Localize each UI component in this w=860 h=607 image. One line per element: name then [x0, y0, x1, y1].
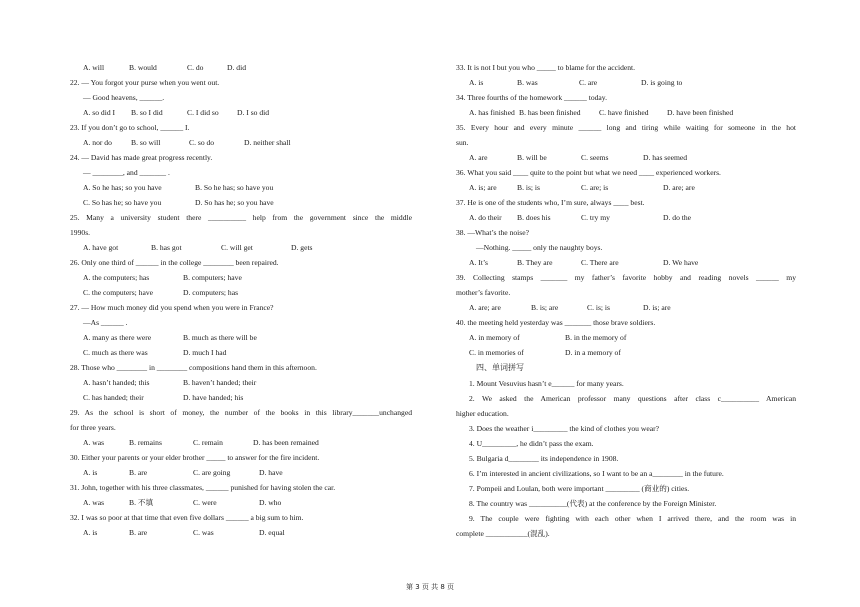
answer-option: B. computers; have: [183, 273, 242, 282]
question-text: 32. I was so poor at that time that even five dollars ______ a big sum to him.: [70, 513, 304, 522]
question-text: 37. He is one of the students who, I’m sure, always ____ best.: [456, 198, 645, 207]
answer-option: B. are: [129, 468, 148, 477]
answer-option: A. have got: [83, 243, 119, 252]
question-text: 31. John, together with his three classmates, ______ punished for having stolen the car.: [70, 483, 336, 492]
answer-option: C. remain: [193, 438, 223, 447]
answer-option: C. much as there was: [83, 348, 148, 357]
answer-option: A. is: [469, 78, 484, 87]
answer-option: C. will get: [221, 243, 253, 252]
answer-option: B. is; are: [531, 303, 559, 312]
question-text: 40. the meeting held yesterday was _______ those brave soldiers.: [456, 318, 656, 327]
answer-options: [70, 105, 412, 120]
answer-options: [70, 330, 412, 345]
answer-option: C. in memories of: [469, 348, 524, 357]
answer-option: D. who: [259, 498, 282, 507]
answer-option: B. much as there will be: [183, 333, 257, 342]
question-text: 26. Only one third of ______ in the college ________ been repaired.: [70, 258, 279, 267]
answer-option: D. has seemed: [643, 153, 688, 162]
answer-option: B. will be: [517, 153, 547, 162]
answer-option: C. have finished: [599, 108, 649, 117]
question-text: 2. We asked the American professor many questions after class c__________ American: [469, 394, 796, 403]
question-text: 8. The country was __________(代表) at the conference by the Foreign Minister.: [469, 499, 717, 508]
answer-option: B. so I did: [131, 108, 163, 117]
question-text: 34. Three fourths of the homework ______ today.: [456, 93, 607, 102]
answer-options: [456, 345, 796, 360]
answer-options: [70, 240, 412, 255]
answer-options: [70, 390, 412, 405]
answer-option: D. gets: [291, 243, 313, 252]
answer-option: B. haven’t handed; their: [183, 378, 257, 387]
question-text: 35. Every hour and every minute ______ long and tiring while waiting for someone in the hot: [456, 123, 796, 132]
answer-option: D. in a memory of: [565, 348, 621, 357]
answer-option: B. would: [129, 63, 157, 72]
question-text: 23. If you don’t go to school, ______ I.: [70, 123, 190, 132]
answer-option: D. do the: [663, 213, 692, 222]
answer-option: A. It’s: [469, 258, 488, 267]
answer-options: [456, 255, 796, 270]
question-text: —Nothing. _____ only the naughty boys.: [476, 243, 603, 252]
answer-option: B. has got: [151, 243, 182, 252]
question-text: — ________, and _______ .: [83, 168, 170, 177]
answer-option: C. was: [193, 528, 214, 537]
question-text: 24. — David has made great progress recently.: [70, 153, 213, 162]
answer-options: [70, 180, 412, 195]
right-column: [456, 60, 796, 541]
question-text: higher education.: [456, 409, 509, 418]
question-text: 30. Either your parents or your elder brother _____ to answer for the fire incident.: [70, 453, 320, 462]
answer-option: B. is; is: [517, 183, 541, 192]
answer-option: B. are: [129, 528, 148, 537]
answer-option: D. So has he; so you have: [195, 198, 274, 207]
answer-options: [70, 60, 412, 75]
answer-option: A. many as there were: [83, 333, 152, 342]
answer-option: D. have been finished: [667, 108, 734, 117]
answer-option: D. are; are: [663, 183, 695, 192]
question-text: 36. What you said ____ quite to the point but what we need ____ experienced workers.: [456, 168, 721, 177]
answer-option: A. the computers; has: [83, 273, 150, 282]
answer-option: C. has handed; their: [83, 393, 144, 402]
answer-options: [70, 195, 412, 210]
answer-option: C. were: [193, 498, 217, 507]
answer-option: B. remains: [129, 438, 162, 447]
question-text: —As ______ .: [83, 318, 128, 327]
answer-options: [70, 465, 412, 480]
answer-option: C. are: [579, 78, 598, 87]
answer-option: C. So has he; so have you: [83, 198, 162, 207]
answer-options: [456, 300, 796, 315]
answer-option: D. have handed; his: [183, 393, 244, 402]
answer-option: C. so do: [189, 138, 215, 147]
answer-option: B. does his: [517, 213, 551, 222]
answer-option: D. neither shall: [244, 138, 291, 147]
question-text: 29. As the school is short of money, the number of the books in this library_______unchanged: [70, 408, 412, 417]
answer-option: A. will: [83, 63, 105, 72]
question-text: 1. Mount Vesuvius hasn’t e______ for many years.: [469, 379, 624, 388]
answer-option: A. was: [83, 498, 105, 507]
answer-options: [70, 270, 412, 285]
answer-options: [70, 345, 412, 360]
question-text: 7. Pompeii and Loulan, both were important _________ (商业的) cities.: [469, 484, 690, 493]
answer-option: D. is; are: [643, 303, 671, 312]
answer-option: D. is going to: [641, 78, 683, 87]
question-text: 3. Does the weather i_________ the kind of clothes you wear?: [469, 424, 660, 433]
answer-option: B. So he has; so have you: [195, 183, 274, 192]
answer-options: [70, 525, 412, 540]
answer-option: B. has been finished: [519, 108, 581, 117]
answer-option: A. was: [83, 438, 105, 447]
answer-options: [70, 435, 412, 450]
answer-option: D. computers; has: [183, 288, 239, 297]
question-text: 38. —What’s the noise?: [456, 228, 529, 237]
question-text: — Good heavens, ______.: [83, 93, 165, 102]
question-text: sun.: [456, 138, 469, 147]
answer-option: A. So he has; so you have: [83, 183, 162, 192]
answer-option: B. was: [517, 78, 538, 87]
answer-option: A. are: [469, 153, 488, 162]
question-text: 22. — You forgot your purse when you went out.: [70, 78, 220, 87]
answer-option: D. equal: [259, 528, 285, 537]
answer-option: C. try my: [581, 213, 610, 222]
answer-option: A. is; are: [469, 183, 497, 192]
answer-option: A. are; are: [469, 303, 501, 312]
question-text: 27. — How much money did you spend when you were in France?: [70, 303, 274, 312]
answer-option: A. so did I: [83, 108, 116, 117]
answer-option: B. so will: [131, 138, 161, 147]
answer-options: [456, 105, 796, 120]
answer-option: A. is: [83, 468, 98, 477]
answer-option: A. is: [83, 528, 98, 537]
answer-options: [456, 75, 796, 90]
answer-option: C. is; is: [587, 303, 611, 312]
answer-option: C. the computers; have: [83, 288, 154, 297]
answer-option: C. are going: [193, 468, 231, 477]
section-heading: 四、单词拼写: [476, 363, 524, 372]
answer-options: [70, 135, 412, 150]
question-text: 39. Collecting stamps _______ my father’s favorite hobby and reading novels ______ my: [456, 273, 796, 282]
answer-option: C. I did so: [187, 108, 219, 117]
question-text: 9. The couple were fighting with each other when I arrived there, and the room was in: [469, 514, 796, 523]
question-text: 28. Those who ________ in ________ compositions hand them in this afternoon.: [70, 363, 317, 372]
answer-option: D. did: [227, 63, 246, 72]
question-text: 25. Many a university student there __________ help from the government since the middle: [70, 213, 412, 222]
answer-option: D. We have: [663, 258, 699, 267]
answer-option: A. do their: [469, 213, 502, 222]
left-column: [70, 60, 412, 540]
answer-option: A. hasn’t handed; this: [83, 378, 150, 387]
answer-options: [456, 180, 796, 195]
answer-option: A. has finished: [469, 108, 515, 117]
question-text: 33. It is not I but you who _____ to blame for the accident.: [456, 63, 636, 72]
answer-options: [70, 285, 412, 300]
answer-options: [456, 210, 796, 225]
answer-option: C. are; is: [581, 183, 609, 192]
question-text: for three years.: [70, 423, 116, 432]
question-text: 6. I’m interested in ancient civilizations, so I want to be an a________ in the future.: [469, 469, 724, 478]
answer-options: [70, 495, 412, 510]
answer-option: D. I so did: [237, 108, 270, 117]
answer-option: B. in the memory of: [565, 333, 627, 342]
question-text: 5. Bulgaria d________ its independence in 1908.: [469, 454, 619, 463]
answer-options: [456, 150, 796, 165]
answer-option: D. much I had: [183, 348, 227, 357]
answer-options: [456, 330, 796, 345]
question-text: 4. U_________, he didn’t pass the exam.: [469, 439, 594, 448]
answer-option: C. seems: [581, 153, 609, 162]
answer-option: A. in memory of: [469, 333, 520, 342]
answer-option: C. do: [187, 63, 204, 72]
answer-option: A. nor do: [83, 138, 112, 147]
question-text: 1990s.: [70, 228, 91, 237]
answer-option: C. There are: [581, 258, 619, 267]
answer-options: [70, 375, 412, 390]
answer-option: D. has been remained: [253, 438, 319, 447]
answer-option: B. 不填: [129, 498, 154, 507]
answer-option: D. have: [259, 468, 283, 477]
answer-option: B. They are: [517, 258, 553, 267]
page-footer: 第 3 页 共 8 页: [405, 583, 455, 591]
question-text: complete ___________(混乱).: [456, 529, 550, 538]
question-text: mother’s favorite.: [456, 288, 511, 297]
